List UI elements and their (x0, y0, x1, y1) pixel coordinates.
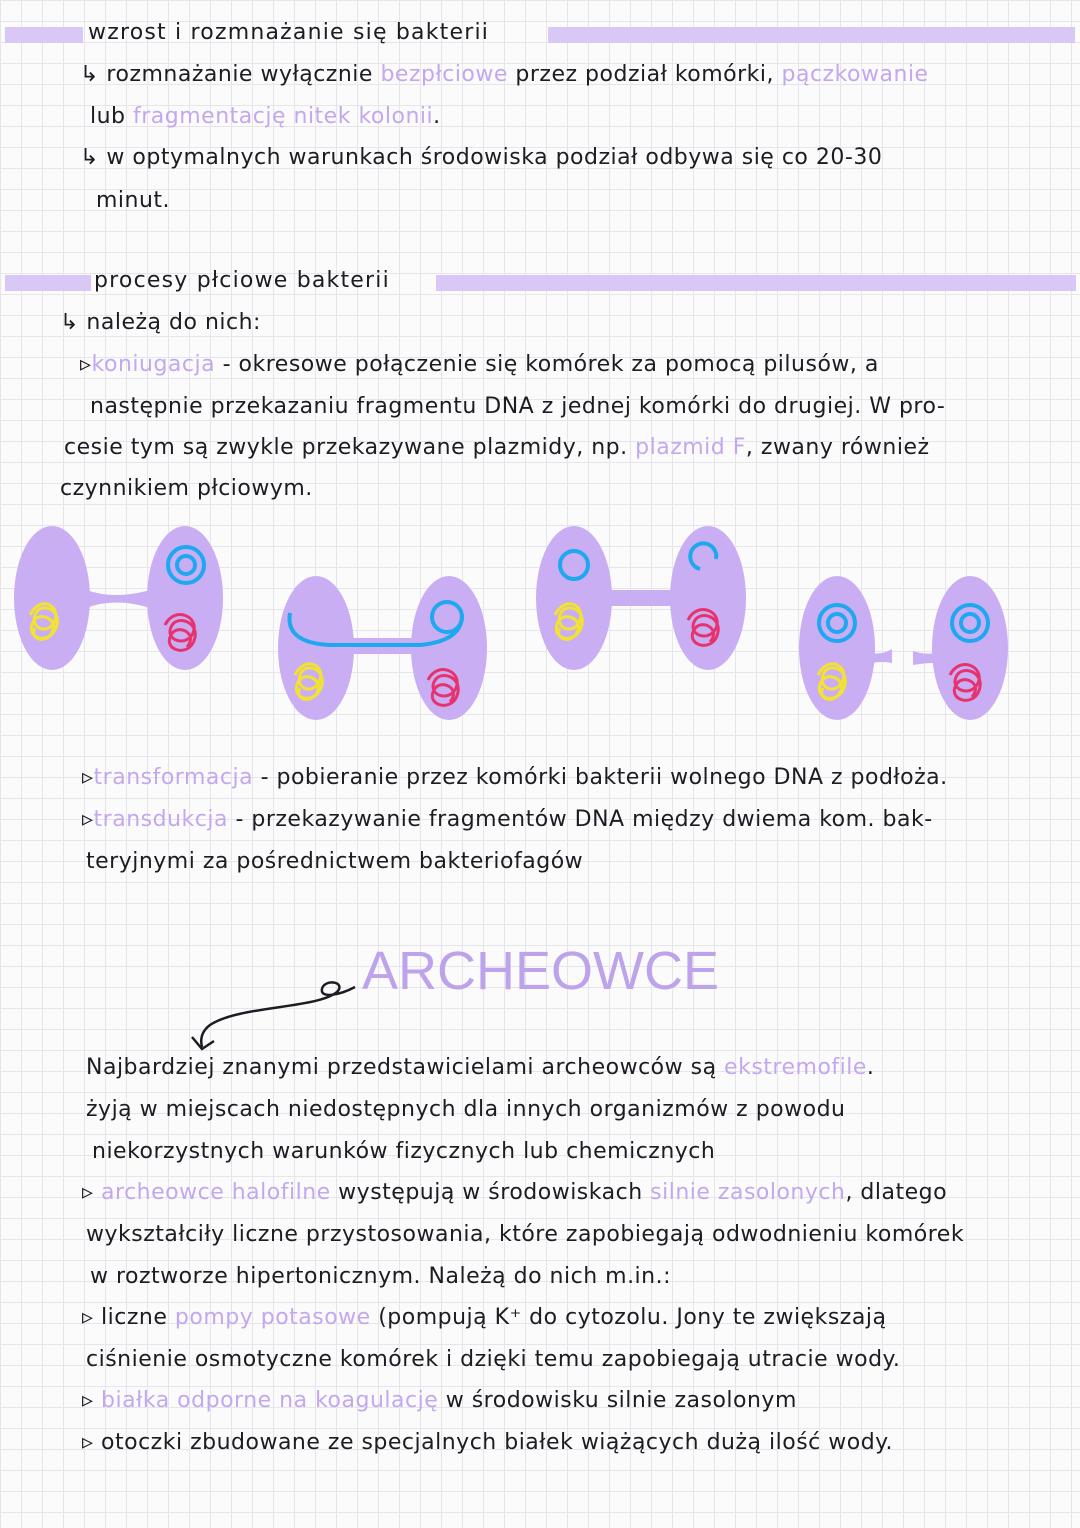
heading-bar-right (436, 275, 1076, 291)
heading-bar-left (5, 27, 83, 43)
heading-bar-right (548, 27, 1075, 43)
text-line: ↳ należą do nich: (60, 310, 261, 335)
pilus-stub (913, 651, 935, 665)
text-line: ▹ archeowce halofilne występują w środowiskach silnie zasolonych, dlatego (82, 1180, 948, 1205)
text-line: minut. (96, 188, 171, 213)
text-line: żyją w miejscach niedostępnych dla innych organizmów z powodu (86, 1097, 846, 1122)
text-line: ▹transformacja - pobieranie przez komórki bakterii wolnego DNA z podłoża. (82, 765, 948, 790)
heading-bar-left (5, 275, 91, 291)
text-line: lub fragmentację nitek kolonii. (90, 104, 441, 129)
section-heading-sexual-processes: procesy płciowe bakterii (94, 268, 390, 293)
bacterial-cell (278, 576, 354, 720)
bacterial-cell (411, 576, 487, 720)
bacterial-cell (536, 526, 612, 670)
bacterial-cell (670, 526, 746, 670)
text-line: ▹ otoczki zbudowane ze specjalnych białek wiążących dużą ilość wody. (82, 1430, 894, 1455)
swirl-arrow-icon (180, 975, 380, 1065)
text-line: ▹koniugacja - okresowe połączenie się komórek za pomocą pilusów, a (80, 352, 879, 377)
pilus-stub (872, 649, 892, 663)
text-line: czynnikiem płciowym. (60, 476, 313, 501)
text-line: ▹transdukcja - przekazywanie fragmentów DNA między dwiema kom. bak- (82, 807, 933, 832)
text-line: ↳ w optymalnych warunkach środowiska podział odbywa się co 20-30 (80, 145, 883, 170)
text-line: następnie przekazaniu fragmentu DNA z jednej komórki do drugiej. W pro- (90, 394, 946, 419)
text-line: niekorzystnych warunków fizycznych lub chemicznych (92, 1139, 716, 1164)
text-line: Najbardziej znanymi przedstawicielami archeowców są ekstremofile. (86, 1055, 875, 1080)
page-title: ARCHEOWCE (362, 941, 720, 1001)
text-line: wykształciły liczne przystosowania, które zapobiegają odwodnieniu komórek (86, 1222, 965, 1247)
bacterial-cell (14, 526, 90, 670)
conjugation-illustration (0, 515, 1080, 740)
text-line: teryjnymi za pośrednictwem bakteriofagów (86, 849, 584, 874)
text-line: ▹ białka odporne na koagulację w środowisku silnie zasolonym (82, 1388, 797, 1413)
section-heading-growth: wzrost i rozmnażanie się bakterii (88, 20, 490, 45)
pilus-bridge (86, 590, 150, 608)
text-line: cesie tym są zwykle przekazywane plazmidy, np. plazmid F, zwany również (64, 435, 930, 460)
text-line: w roztworze hipertonicznym. Należą do nich m.in.: (90, 1264, 672, 1289)
text-line: ↳ rozmnażanie wyłącznie bezpłciowe przez podział komórki, pączkowanie (80, 62, 929, 87)
text-line: ▹ liczne pompy potasowe (pompują K⁺ do cytozolu. Jony te zwiększają (82, 1305, 887, 1330)
pilus-bridge (608, 590, 674, 606)
text-line: ciśnienie osmotyczne komórek i dzięki temu zapobiegają utracie wody. (86, 1347, 901, 1372)
